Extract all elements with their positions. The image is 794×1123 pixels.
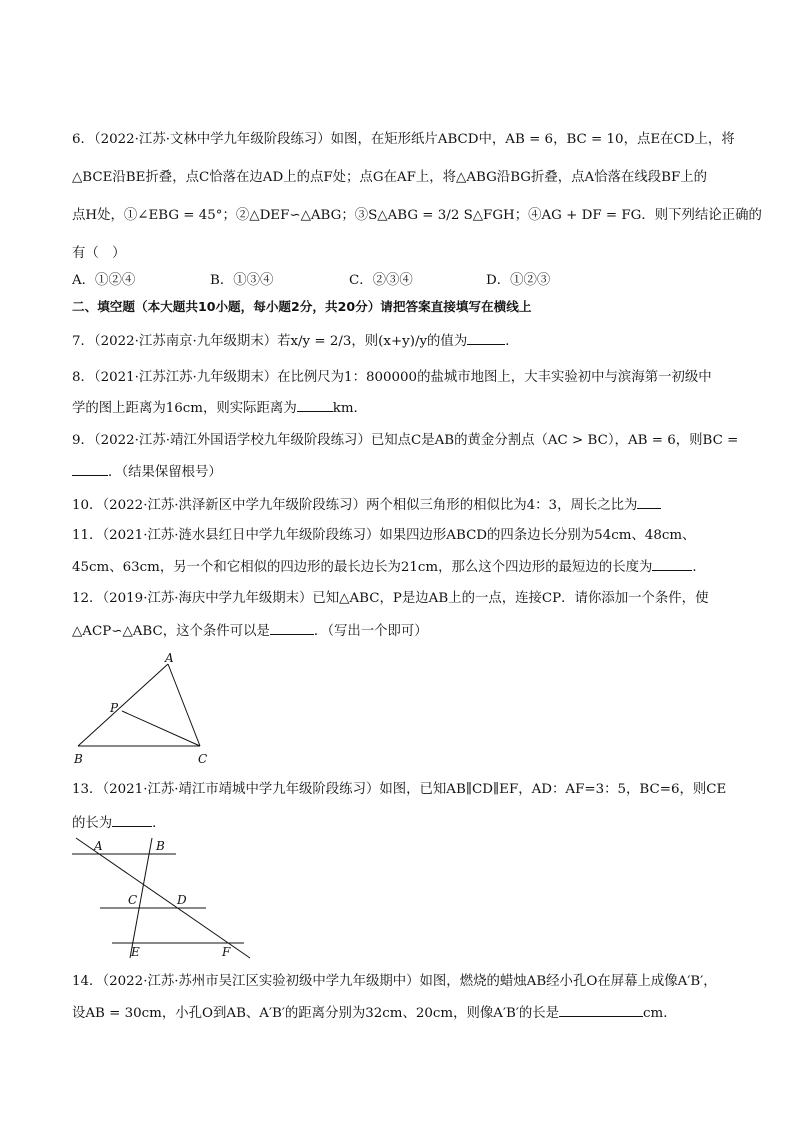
q10-text: 10．（2022·江苏·洪泽新区中学九年级阶段练习）两个相似三角形的相似比为4：3，周长之比为 <box>72 498 638 513</box>
q9-answer-blank[interactable] <box>72 461 108 476</box>
q13-line1: 13．（2021·江苏·靖江市靖城中学九年级阶段练习）如图，已知AB∥CD∥EF，AD：AF=3：5，BC=6，则CE <box>72 782 727 797</box>
q13-label-d: D <box>177 893 187 907</box>
q11-line1: 11．（2021·江苏·涟水县红日中学九年级阶段练习）如果四边形ABCD的四条边长分别为54cm、48cm、 <box>72 528 696 543</box>
q12-label-b: B <box>74 752 83 766</box>
q6-option-c: C．②③④ <box>349 273 413 288</box>
q12-label-a: A <box>165 651 174 665</box>
q14-unit: cm． <box>643 1006 677 1021</box>
q12-note: ．（写出一个即可） <box>313 624 428 639</box>
q9-line2 <box>72 461 222 483</box>
q11-line2 <box>72 556 706 578</box>
q13-end: ． <box>152 816 166 831</box>
q6-line2: △BCE沿BE折叠，点C恰落在边AD上的点F处；点G在AF上，将△ABG沿BG折叠，点A恰落在线段BF上的 <box>72 170 708 185</box>
q14-line2 <box>72 1002 677 1024</box>
q12-text: △ACP∽△ABC，这个条件可以是 <box>72 624 270 639</box>
q11-text: 45cm、63cm，另一个和它相似的四边形的最长边长为21cm，那么这个四边形的最短边的长度为 <box>72 560 653 575</box>
q13-label-e: E <box>131 945 140 959</box>
q8-text: 学的图上距离为16cm，则实际距离为 <box>72 401 297 416</box>
q12-side-ab <box>78 664 168 746</box>
q13-line2 <box>72 812 166 834</box>
q12-line1: 12．（2019·江苏·海庆中学九年级期末）已知△ABC，P是边AB上的一点，连接CP．请你添加一个条件，使 <box>72 591 709 606</box>
q9-note: ．（结果保留根号） <box>108 465 222 480</box>
q13-label-a: A <box>94 839 103 853</box>
q8-line2 <box>72 397 367 419</box>
q14-answer-blank[interactable] <box>559 1002 643 1017</box>
q13-answer-blank[interactable] <box>112 812 152 827</box>
q9-line1: 9．（2022·江苏·靖江外国语学校九年级阶段练习）已知点C是AB的黄金分割点（AC > BC），AB = 6，则BC = <box>72 433 739 448</box>
q6-option-b: B．①③④ <box>210 273 274 288</box>
q8-line1: 8．（2021·江苏江苏·九年级期末）在比例尺为1：800000的盐城市地图上，大丰实验初中与滨海第一初级中 <box>72 370 712 385</box>
q11-end: ． <box>692 560 706 575</box>
q7-text: 7．（2022·江苏南京·九年级期末）若x/y = 2/3，则(x+y)/y的值为 <box>72 334 468 349</box>
q7-line <box>72 330 519 352</box>
q13-label-f: F <box>222 945 231 959</box>
q13-label-c: C <box>128 893 138 907</box>
q14-text: 设AB = 30cm，小孔O到AB、A′B′的距离分别为32cm、20cm，则像A′B′的长是 <box>72 1006 560 1021</box>
q6-line3: 点H处，①∠EBG = 45°；②△DEF∽△ABG；③S△ABG = 3/2 S△FGH；④AG + DF = FG．则下列结论正确的 <box>72 208 762 223</box>
q6-option-d: D．①②③ <box>486 273 551 288</box>
q10-line <box>72 494 661 516</box>
q13-parallel-lines-figure <box>70 836 260 964</box>
q7-answer-blank[interactable] <box>467 330 505 345</box>
q7-end: ． <box>505 334 519 349</box>
q12-answer-blank[interactable] <box>270 620 314 635</box>
q6-line1: 6．（2022·江苏·文林中学九年级阶段练习）如图，在矩形纸片ABCD中，AB = 6，BC = 10，点E在CD上，将 <box>72 132 735 147</box>
q13-text: 的长为 <box>72 816 113 831</box>
q12-label-p: P <box>110 701 119 715</box>
q10-answer-blank[interactable] <box>637 494 661 509</box>
section-heading: 二、填空题（本大题共10小题，每小题2分，共20分）请把答案直接填写在横线上 <box>72 299 532 314</box>
q11-answer-blank[interactable] <box>652 556 692 571</box>
q13-label-b: B <box>156 839 165 853</box>
q12-label-c: C <box>198 752 208 766</box>
q13-transversal-adf <box>76 838 250 958</box>
q14-line1: 14．（2022·江苏·苏州市吴江区实验初级中学九年级期中）如图，燃烧的蜡烛AB经小孔O在屏幕上成像A′B′， <box>72 974 717 989</box>
q6-line4: 有（ ） <box>72 246 126 261</box>
q6-option-a: A．①②④ <box>72 273 136 288</box>
q8-answer-blank[interactable] <box>297 397 333 412</box>
q12-triangle-figure <box>70 650 220 770</box>
q12-line2 <box>72 620 428 642</box>
q8-unit: km． <box>332 401 367 416</box>
